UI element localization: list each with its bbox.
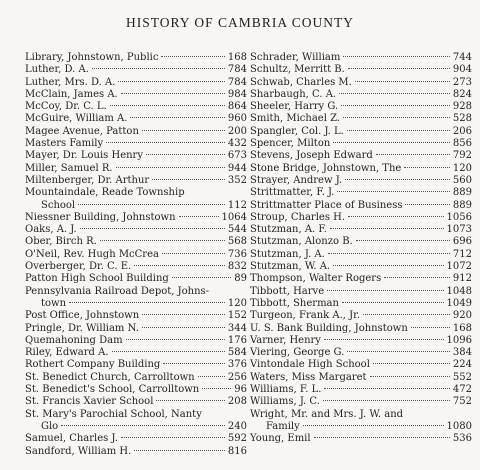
dot-leader xyxy=(314,437,450,438)
index-entry xyxy=(250,200,472,212)
entry-name: Stutzman, A. F. xyxy=(250,224,327,236)
page-number: 920 xyxy=(452,310,472,322)
entry-name: Library, Johnstown, Public xyxy=(25,52,159,63)
entry-name: Overberger, Dr. C. E. xyxy=(25,261,132,273)
dot-leader xyxy=(172,277,231,278)
page-number: 784 xyxy=(227,64,247,76)
dot-leader xyxy=(333,142,450,143)
index-entry xyxy=(250,187,472,199)
dot-leader xyxy=(337,191,449,192)
index-entry xyxy=(25,335,247,347)
page-number: 176 xyxy=(227,334,247,346)
page-number: 168 xyxy=(452,322,472,334)
entry-name: Smith, Michael Z. xyxy=(250,113,341,125)
page-number: 544 xyxy=(227,224,247,236)
index-entry xyxy=(25,175,247,187)
entry-name: Tibbott, Sherman xyxy=(250,297,339,309)
page-number: 112 xyxy=(227,199,247,211)
entry-name: Thompson, Walter Rogers xyxy=(250,273,382,285)
page-number: 584 xyxy=(227,347,247,359)
left-index-column xyxy=(25,52,247,458)
page-number: 1080 xyxy=(446,420,472,432)
dot-leader xyxy=(142,327,225,328)
index-entry xyxy=(25,347,247,359)
index-entry xyxy=(250,310,472,322)
index-entry xyxy=(250,150,472,162)
dot-leader xyxy=(324,339,444,340)
page-number: 816 xyxy=(227,445,247,457)
dot-leader xyxy=(152,179,225,180)
page-number: 256 xyxy=(227,371,247,383)
page-number: 912 xyxy=(452,273,472,285)
entry-name: Riley, Edward A. xyxy=(25,347,109,359)
index-entry xyxy=(250,113,472,125)
page-title: HISTORY OF CAMBRIA COUNTY xyxy=(126,15,354,30)
page-number: 384 xyxy=(452,347,472,359)
page-number: 712 xyxy=(452,248,472,260)
page-number: 864 xyxy=(227,101,247,113)
dot-leader xyxy=(142,314,225,315)
entry-name: Sharbaugh, C. A. xyxy=(250,88,337,100)
entry-name: St. Francis Xavier School xyxy=(25,396,154,408)
entry-name: Wright, Mr. and Mrs. J. W. and xyxy=(250,408,404,420)
entry-name: Vintondale High School xyxy=(250,359,370,371)
index-entry xyxy=(250,359,472,371)
index-entry xyxy=(250,372,472,384)
dot-leader xyxy=(376,154,450,155)
page-number: 120 xyxy=(452,162,472,174)
entry-name: O'Neil, Rev. Hugh McCrea xyxy=(25,248,159,260)
index-entry xyxy=(250,175,472,187)
entry-name: Sheeler, Harry G. xyxy=(250,101,339,113)
page-number: 120 xyxy=(227,297,247,309)
dot-leader xyxy=(348,68,450,69)
page-number: 889 xyxy=(452,199,472,211)
dot-leader xyxy=(92,68,225,69)
index-entry xyxy=(250,89,472,101)
dot-leader xyxy=(78,204,225,205)
index-entry xyxy=(25,409,247,434)
dot-leader xyxy=(343,56,450,57)
index-entry xyxy=(25,310,247,322)
dot-leader xyxy=(146,154,225,155)
index-entry xyxy=(250,433,472,445)
entry-name: Rothert Company Building xyxy=(25,359,161,371)
dot-leader xyxy=(121,93,225,94)
index-entry xyxy=(250,409,472,434)
entry-name: Strayer, Andrew J. xyxy=(250,174,343,186)
entry-name: Young, Emil xyxy=(250,433,311,445)
entry-name: Family xyxy=(266,420,300,432)
index-entry xyxy=(25,89,247,101)
entry-name: U. S. Bank Building, Johnstown xyxy=(250,322,408,334)
dot-leader xyxy=(327,290,443,291)
dot-leader xyxy=(384,277,450,278)
entry-name: Schrader, William xyxy=(250,52,341,63)
page-number: 352 xyxy=(227,174,247,186)
entry-name: School xyxy=(41,199,76,211)
entry-name: Samuel, Charles J. xyxy=(25,433,118,445)
entry-name: Oaks, A. J. xyxy=(25,224,77,236)
page-number: 832 xyxy=(227,261,247,273)
entry-name: Ober, Birch R. xyxy=(25,236,97,248)
page-number: 673 xyxy=(227,150,247,162)
dot-leader xyxy=(411,327,450,328)
entry-name: Luther, D. A. xyxy=(25,64,89,76)
entry-name: Sandford, William H. xyxy=(25,445,132,457)
page-number: 152 xyxy=(227,310,247,322)
index-entry xyxy=(25,286,247,311)
index-entry xyxy=(25,138,247,150)
page-number: 824 xyxy=(452,88,472,100)
page-number: 376 xyxy=(227,359,247,371)
page-number: 528 xyxy=(452,113,472,125)
index-entry xyxy=(25,236,247,248)
page-number: 200 xyxy=(227,125,247,137)
page-number: 552 xyxy=(452,371,472,383)
dot-leader xyxy=(355,81,450,82)
dot-leader xyxy=(343,117,450,118)
index-entry xyxy=(25,433,247,445)
index-entry xyxy=(25,101,247,113)
entry-name: Waters, Miss Margaret xyxy=(250,371,367,383)
index-entry xyxy=(25,323,247,335)
index-entry xyxy=(250,52,472,64)
page-number: 560 xyxy=(452,174,472,186)
index-entry xyxy=(25,52,247,64)
page-number: 1096 xyxy=(446,334,472,346)
index-entry xyxy=(250,396,472,408)
index-entry xyxy=(250,335,472,347)
dot-leader xyxy=(198,376,225,377)
index-entry xyxy=(25,396,247,408)
dot-leader xyxy=(303,425,444,426)
page-number: 96 xyxy=(234,384,247,396)
index-entry xyxy=(25,384,247,396)
entry-name: town xyxy=(41,297,67,309)
dot-leader xyxy=(80,228,225,229)
dot-leader xyxy=(126,339,225,340)
dot-leader xyxy=(328,253,450,254)
entry-name: Post Office, Johnstown xyxy=(25,310,140,322)
entry-name: Patton High School Building xyxy=(25,273,169,285)
dot-leader xyxy=(130,117,224,118)
page-number: 928 xyxy=(452,101,472,113)
index-entry xyxy=(250,347,472,359)
page-number: 744 xyxy=(452,52,472,63)
index-entry xyxy=(250,138,472,150)
entry-name: Miltenberger, Dr. Arthur xyxy=(25,174,150,186)
page-number: 1064 xyxy=(221,211,247,223)
dot-leader xyxy=(373,363,450,364)
dot-leader xyxy=(112,351,225,352)
dot-leader xyxy=(333,265,443,266)
page-number: 1049 xyxy=(446,297,472,309)
index-entry xyxy=(250,384,472,396)
dot-leader xyxy=(347,351,450,352)
index-entry xyxy=(25,163,247,175)
entry-name: Schwab, Charles M. xyxy=(250,76,352,88)
entry-name: St. Mary's Parochial School, Nanty xyxy=(25,408,202,420)
dot-leader xyxy=(118,81,224,82)
dot-leader xyxy=(116,167,225,168)
dot-leader xyxy=(162,253,225,254)
page-number: 1048 xyxy=(446,285,472,297)
entry-name: Stevens, Joseph Edward xyxy=(250,150,373,162)
index-entry xyxy=(250,323,472,335)
entry-name: Tibbott, Harve xyxy=(250,285,325,297)
page-number: 168 xyxy=(227,52,247,63)
entry-name: Stutzman, Alonzo B. xyxy=(250,236,353,248)
page-number: 89 xyxy=(234,273,247,285)
dot-leader xyxy=(163,363,225,364)
page-number: 208 xyxy=(227,396,247,408)
page-number: 792 xyxy=(452,150,472,162)
entry-name: Williams, F. L. xyxy=(250,384,322,396)
entry-name: Stroup, Charles H. xyxy=(250,211,346,223)
dot-leader xyxy=(342,302,444,303)
page-number: 889 xyxy=(452,187,472,199)
dot-leader xyxy=(134,450,225,451)
page-number: 206 xyxy=(452,125,472,137)
page-number: 344 xyxy=(227,322,247,334)
dot-leader xyxy=(363,314,450,315)
index-entry xyxy=(250,273,472,285)
page-number: 736 xyxy=(227,248,247,260)
index-entry xyxy=(250,249,472,261)
index-entry xyxy=(250,101,472,113)
entry-name: Williams, J. C. xyxy=(250,396,320,408)
index-entry xyxy=(250,64,472,76)
index-entry xyxy=(250,286,472,298)
page-number: 1072 xyxy=(446,261,472,273)
dot-leader xyxy=(405,204,449,205)
index-entry xyxy=(25,113,247,125)
dot-leader xyxy=(323,400,450,401)
dot-leader xyxy=(142,130,225,131)
entry-name: Strittmatter Place of Business xyxy=(250,199,403,211)
entry-name: Spencer, Milton xyxy=(250,138,331,150)
dot-leader xyxy=(339,93,450,94)
entry-name: St. Benedict Church, Carrolltown xyxy=(25,371,195,383)
page-number: 240 xyxy=(227,420,247,432)
page-number: 273 xyxy=(452,76,472,88)
index-entry xyxy=(250,126,472,138)
dot-leader xyxy=(69,302,225,303)
page-number: 1056 xyxy=(446,211,472,223)
page-number: 472 xyxy=(452,384,472,396)
dot-leader xyxy=(100,240,225,241)
index-entry xyxy=(25,446,247,458)
entry-name: Glo xyxy=(41,420,59,432)
index-entry xyxy=(25,224,247,236)
page-number: 224 xyxy=(452,359,472,371)
page-number: 432 xyxy=(227,138,247,150)
entry-name: Mayer, Dr. Louis Henry xyxy=(25,150,143,162)
dot-leader xyxy=(330,228,444,229)
page-number: 592 xyxy=(227,433,247,445)
page-number: 944 xyxy=(227,162,247,174)
entry-name: Pennsylvania Railroad Depot, Johns- xyxy=(25,285,210,297)
page-number: 696 xyxy=(452,236,472,248)
entry-name: McClain, James A. xyxy=(25,88,118,100)
dot-leader xyxy=(161,56,224,57)
page-number: 1073 xyxy=(446,224,472,236)
entry-name: McCoy, Dr. C. L. xyxy=(25,101,107,113)
index-entry xyxy=(250,236,472,248)
entry-name: Strittmatter, F. J. xyxy=(250,187,335,199)
index-entry xyxy=(25,212,247,224)
dot-leader xyxy=(121,437,225,438)
page-number: 568 xyxy=(227,236,247,248)
dot-leader xyxy=(347,130,450,131)
dot-leader xyxy=(348,216,444,217)
index-entry xyxy=(250,224,472,236)
page-number: 984 xyxy=(227,88,247,100)
dot-leader xyxy=(404,167,450,168)
entry-name: Schultz, Merritt B. xyxy=(250,64,345,76)
index-entry xyxy=(25,249,247,261)
index-entry xyxy=(25,372,247,384)
entry-name: McGuire, William A. xyxy=(25,113,128,125)
entry-name: Turgeon, Frank A., Jr. xyxy=(250,310,361,322)
dot-leader xyxy=(370,376,450,377)
index-entry xyxy=(25,273,247,285)
dot-leader xyxy=(61,425,225,426)
entry-name: Mountaindale, Reade Township xyxy=(25,187,185,199)
index-entry xyxy=(25,359,247,371)
entry-name: Stutzman, J. A. xyxy=(250,248,325,260)
entry-name: Magee Avenue, Patton xyxy=(25,125,139,137)
index-entry xyxy=(25,150,247,162)
entry-name: Luther, Mrs. D. A. xyxy=(25,76,116,88)
index-entry xyxy=(250,212,472,224)
page-number: 960 xyxy=(227,113,247,125)
right-index-column xyxy=(250,52,472,446)
index-entry xyxy=(25,64,247,76)
entry-name: Pringle, Dr. William N. xyxy=(25,322,139,334)
dot-leader xyxy=(110,105,225,106)
dot-leader xyxy=(179,216,219,217)
dot-leader xyxy=(106,142,225,143)
index-entry xyxy=(25,126,247,138)
entry-name: Stutzman, W. A. xyxy=(250,261,331,273)
entry-name: Varner, Henry xyxy=(250,334,321,346)
dot-leader xyxy=(324,388,450,389)
entry-name: Stone Bridge, Johnstown, The xyxy=(250,162,402,174)
entry-name: Spangler, Col. J. L. xyxy=(250,125,344,137)
index-entry xyxy=(25,261,247,273)
entry-name: Masters Family xyxy=(25,138,104,150)
dot-leader xyxy=(341,105,450,106)
page-number: 784 xyxy=(227,76,247,88)
entry-name: Niessner Building, Johnstown xyxy=(25,211,176,223)
page-number: 904 xyxy=(452,64,472,76)
index-entry xyxy=(250,261,472,273)
dot-leader xyxy=(134,265,225,266)
dot-leader xyxy=(156,400,225,401)
page-number: 752 xyxy=(452,396,472,408)
entry-name: St. Benedict's School, Carrolltown xyxy=(25,384,200,396)
entry-name: Miller, Samuel R. xyxy=(25,162,113,174)
dot-leader xyxy=(202,388,231,389)
page-number: 536 xyxy=(452,433,472,445)
index-entry xyxy=(250,163,472,175)
index-entry xyxy=(25,187,247,212)
entry-name: Viering, George G. xyxy=(250,347,345,359)
index-entry xyxy=(250,77,472,89)
dot-leader xyxy=(345,179,450,180)
dot-leader xyxy=(356,240,450,241)
page-number: 856 xyxy=(452,138,472,150)
index-entry xyxy=(25,77,247,89)
entry-name: Quemahoning Dam xyxy=(25,334,123,346)
index-entry xyxy=(250,298,472,310)
